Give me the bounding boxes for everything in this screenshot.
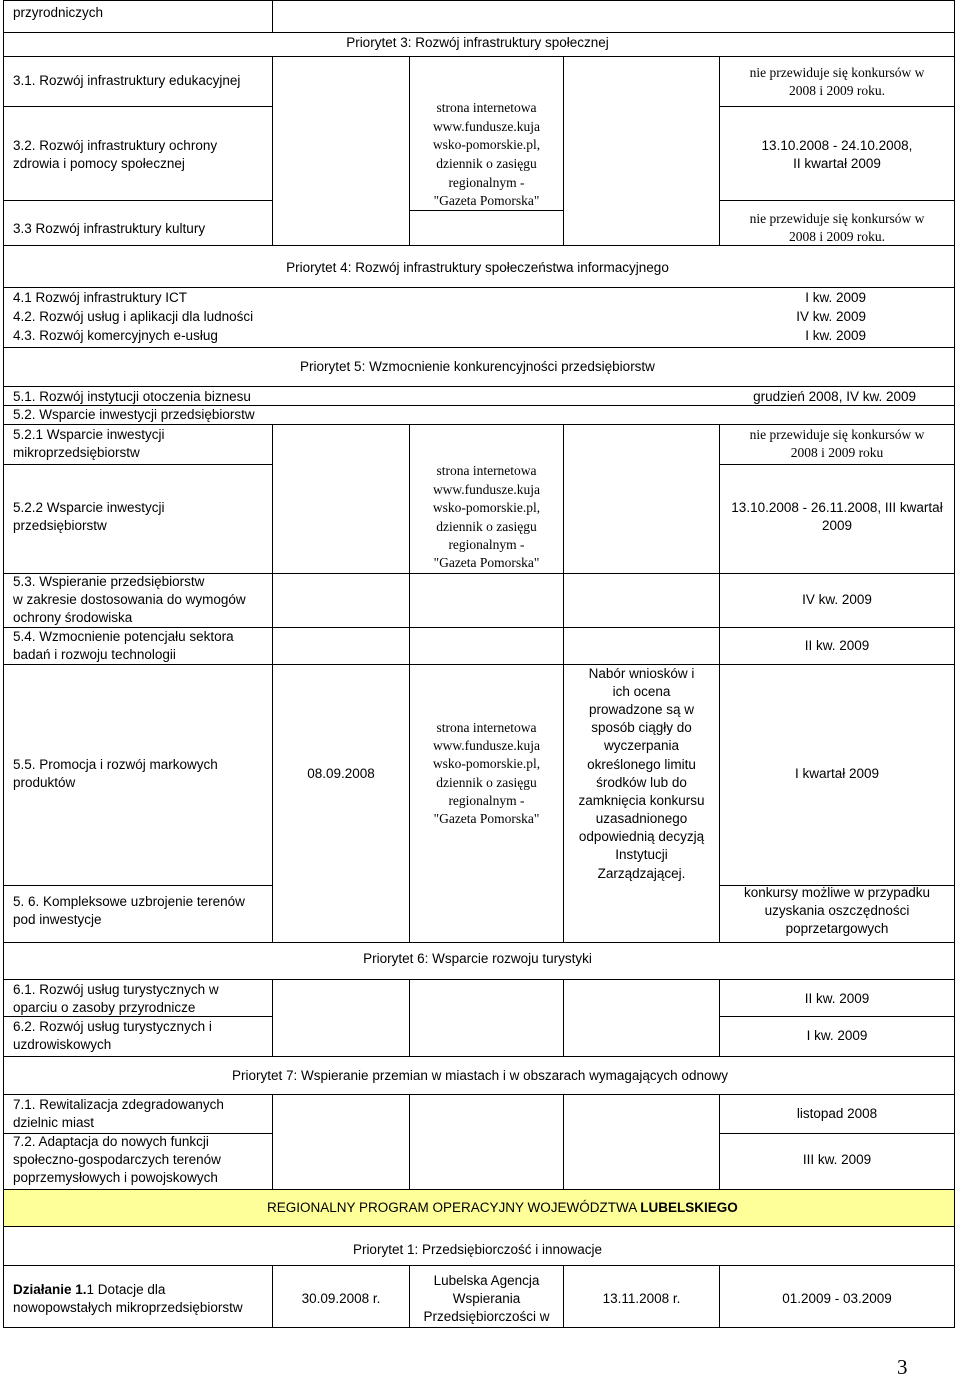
measure-5-2-1-line1: 5.2.1 Wsparcie inwestycji bbox=[13, 427, 165, 442]
publication-line: regionalnym - bbox=[448, 537, 525, 552]
schedule-3-2-line1: 13.10.2008 - 24.10.2008, bbox=[761, 138, 913, 153]
measure-5-5-line1: 5.5. Promocja i rozwój markowych bbox=[13, 757, 218, 772]
evaluation-note-line: wyczerpania bbox=[603, 738, 680, 753]
measure-5-2-2-line1: 5.2.2 Wsparcie inwestycji bbox=[13, 500, 165, 515]
measure-5-2: 5.2. Wsparcie inwestycji przedsiębiorstw bbox=[13, 407, 255, 422]
table-cell bbox=[409, 627, 564, 665]
announcement-date: 08.09.2008 bbox=[307, 766, 375, 781]
measure-5-1: 5.1. Rozwój instytucji otoczenia biznesu bbox=[13, 389, 251, 404]
table-cell bbox=[272, 664, 410, 943]
publication-line: regionalnym - bbox=[448, 793, 525, 808]
measure-3-2-line1: 3.2. Rozwój infrastruktury ochrony bbox=[13, 138, 218, 153]
evaluation-note-line: sposób ciągły do bbox=[591, 720, 692, 735]
action-1-1-line1 bbox=[13, 1281, 165, 1300]
publication-line: "Gazeta Pomorska" bbox=[433, 555, 540, 570]
publication-line: wsko-pomorskie.pl, bbox=[432, 500, 541, 515]
evaluation-date: 13.11.2008 r. bbox=[602, 1291, 681, 1306]
publication-line: www.fundusze.kuja bbox=[432, 482, 541, 497]
measure-4-2: 4.2. Rozwój usług i aplikacji dla ludności bbox=[13, 309, 254, 324]
measure-4-3: 4.3. Rozwój komercyjnych e-usług bbox=[13, 328, 218, 343]
priority-4-header: Priorytet 4: Rozwój infrastruktury społeczeństwa informacyjnego bbox=[286, 260, 669, 275]
table-cell bbox=[563, 56, 720, 246]
measure-6-1-line1: 6.1. Rozwój usług turystycznych w bbox=[13, 982, 219, 997]
publication-line: regionalnym - bbox=[448, 175, 525, 190]
publication-line: strona internetowa bbox=[436, 720, 537, 735]
schedule-5-3: IV kw. 2009 bbox=[802, 592, 872, 607]
table-cell bbox=[272, 0, 955, 33]
measure-6-1-line2: oparciu o zasoby przyrodnicze bbox=[13, 1000, 196, 1015]
evaluation-note-line: ich ocena bbox=[612, 684, 671, 699]
table-cell bbox=[409, 573, 564, 628]
table-cell bbox=[563, 1094, 720, 1190]
schedule-3-1-line1: nie przewiduje się konkursów w bbox=[749, 65, 925, 80]
measure-5-3-line1: 5.3. Wspieranie przedsiębiorstw bbox=[13, 574, 205, 589]
schedule-5-2-1-line2: 2008 i 2009 roku bbox=[790, 445, 884, 460]
table-cell bbox=[272, 627, 410, 665]
priority-7-header: Priorytet 7: Wspieranie przemian w miastach i w obszarach wymagających odnowy bbox=[232, 1068, 728, 1083]
measure-5-5-line2: produktów bbox=[13, 775, 76, 790]
continued-cell-text: przyrodniczych bbox=[13, 5, 104, 20]
schedule-3-1-line2: 2008 i 2009 roku. bbox=[789, 83, 885, 98]
measure-7-1-line2: dzielnic miast bbox=[13, 1115, 95, 1130]
measure-5-3-line2: w zakresie dostosowania do wymogów bbox=[13, 592, 246, 607]
table-cell bbox=[563, 424, 720, 574]
measure-6-2-line1: 6.2. Rozwój usług turystycznych i bbox=[13, 1019, 212, 1034]
priority-3-header: Priorytet 3: Rozwój infrastruktury społecznej bbox=[346, 35, 609, 50]
publication-line: "Gazeta Pomorska" bbox=[433, 193, 540, 208]
program-title bbox=[267, 1199, 738, 1218]
measure-3-2-line2: zdrowia i pomocy społecznej bbox=[13, 156, 185, 171]
measure-7-2-line3: poprzemysłowych i powojskowych bbox=[13, 1170, 218, 1185]
publication-line: www.fundusze.kuja bbox=[432, 119, 541, 134]
evaluation-note-line: zamknięcia konkursu bbox=[578, 793, 705, 808]
announcement-date: 30.09.2008 r. bbox=[301, 1291, 381, 1306]
evaluation-note-line: prowadzone są w bbox=[588, 702, 695, 717]
schedule-3-3-line2: 2008 i 2009 roku. bbox=[789, 229, 885, 244]
schedule-7-2: III kw. 2009 bbox=[802, 1152, 872, 1167]
table-cell bbox=[409, 210, 564, 246]
schedule-5-1: grudzień 2008, IV kw. 2009 bbox=[753, 389, 916, 404]
evaluation-note-line: środków lub do bbox=[596, 775, 687, 790]
measure-5-4-line1: 5.4. Wzmocnienie potencjału sektora bbox=[13, 629, 234, 644]
table-cell bbox=[272, 573, 410, 628]
measure-5-3-line3: ochrony środowiska bbox=[13, 610, 133, 625]
evaluation-note-line: Zarządzającej. bbox=[597, 866, 686, 881]
publication-line: "Gazeta Pomorska" bbox=[433, 811, 540, 826]
measure-5-4-line2: badań i rozwoju technologii bbox=[13, 647, 176, 662]
evaluation-note-line: Nabór wniosków i bbox=[588, 666, 695, 681]
action-1-1-line2: nowopowstałych mikroprzedsiębiorstw bbox=[13, 1300, 243, 1315]
program-title-region: LUBELSKIEGO bbox=[640, 1200, 738, 1215]
priority-6-header: Priorytet 6: Wsparcie rozwoju turystyki bbox=[363, 951, 592, 966]
schedule-3-3-line1: nie przewiduje się konkursów w bbox=[749, 211, 925, 226]
schedule-6-2: I kw. 2009 bbox=[806, 1028, 868, 1043]
institution-line1: Lubelska Agencja bbox=[433, 1273, 540, 1288]
publication-line: strona internetowa bbox=[436, 463, 537, 478]
schedule-5-2-2-line1: 13.10.2008 - 26.11.2008, III kwartał bbox=[731, 500, 943, 515]
measure-4-1: 4.1 Rozwój infrastruktury ICT bbox=[13, 290, 188, 305]
publication-line: dziennik o zasięgu bbox=[436, 156, 537, 171]
schedule-3-2-line2: II kwartał 2009 bbox=[793, 156, 881, 171]
publication-line: dziennik o zasięgu bbox=[436, 775, 537, 790]
schedule-5-6-line1: konkursy możliwe w przypadku bbox=[743, 885, 931, 900]
publication-line: wsko-pomorskie.pl, bbox=[432, 756, 541, 771]
table-cell bbox=[409, 979, 564, 1057]
schedule-4-1: I kw. 2009 bbox=[805, 290, 866, 305]
measure-5-6-line2: pod inwestycje bbox=[13, 912, 102, 927]
schedule-5-2-2-line2: 2009 bbox=[821, 518, 853, 533]
institution-line3: Przedsiębiorczości w bbox=[423, 1309, 550, 1324]
schedule-7-1: listopad 2008 bbox=[796, 1106, 878, 1121]
schedule-5-2-1-line1: nie przewiduje się konkursów w bbox=[749, 427, 925, 442]
priority-5-header: Priorytet 5: Wzmocnienie konkurencyjności przedsiębiorstw bbox=[300, 359, 655, 374]
measure-5-2-1-line2: mikroprzedsiębiorstw bbox=[13, 445, 140, 460]
measure-3-1: 3.1. Rozwój infrastruktury edukacyjnej bbox=[13, 73, 241, 88]
table-cell bbox=[563, 979, 720, 1057]
table-cell bbox=[272, 424, 410, 574]
schedule-4-3: I kw. 2009 bbox=[805, 328, 866, 343]
measure-7-2-line2: społeczno-gospodarczych terenów bbox=[13, 1152, 221, 1167]
schedule-5-5: I kwartał 2009 bbox=[794, 766, 880, 781]
page-number: 3 bbox=[897, 1355, 908, 1379]
publication-line: wsko-pomorskie.pl, bbox=[432, 137, 541, 152]
publication-line: strona internetowa bbox=[436, 100, 537, 115]
schedule-1-1: 01.2009 - 03.2009 bbox=[782, 1291, 892, 1306]
program-title-prefix: REGIONALNY PROGRAM OPERACYJNY WOJEWÓDZTWA bbox=[267, 1200, 641, 1215]
evaluation-note-line: określonego limitu bbox=[587, 757, 696, 772]
measure-3-3: 3.3 Rozwój infrastruktury kultury bbox=[13, 221, 206, 236]
evaluation-note-line: uzasadnionego bbox=[595, 811, 688, 826]
measure-7-1-line1: 7.1. Rewitalizacja zdegradowanych bbox=[13, 1097, 224, 1112]
measure-7-2-line1: 7.2. Adaptacja do nowych funkcji bbox=[13, 1134, 209, 1149]
schedule-6-1: II kw. 2009 bbox=[804, 991, 870, 1006]
action-title: 1 Dotacje dla bbox=[86, 1282, 166, 1297]
table-cell bbox=[272, 1094, 410, 1190]
schedule-5-6-line2: uzyskania oszczędności bbox=[764, 903, 910, 918]
table-cell bbox=[272, 979, 410, 1057]
institution-line2: Wspierania bbox=[452, 1291, 521, 1306]
publication-line: www.fundusze.kuja bbox=[432, 738, 541, 753]
measure-5-2-2-line2: przedsiębiorstw bbox=[13, 518, 107, 533]
table-cell bbox=[409, 1094, 564, 1190]
priority-1-header: Priorytet 1: Przedsiębiorczość i innowacje bbox=[352, 1242, 603, 1257]
schedule-4-2: IV kw. 2009 bbox=[796, 309, 866, 324]
evaluation-note-line: odpowiednią decyzją bbox=[578, 829, 705, 844]
table-cell bbox=[563, 573, 720, 628]
evaluation-note-line: Instytucji bbox=[615, 847, 668, 862]
table-cell bbox=[563, 627, 720, 665]
measure-5-6-line1: 5. 6. Kompleksowe uzbrojenie terenów bbox=[13, 894, 245, 909]
schedule-5-6-line3: poprzetargowych bbox=[785, 921, 889, 936]
action-label: Działanie 1. bbox=[13, 1282, 87, 1297]
schedule-5-4: II kw. 2009 bbox=[804, 638, 870, 653]
table-cell bbox=[272, 56, 410, 246]
measure-6-2-line2: uzdrowiskowych bbox=[13, 1037, 112, 1052]
publication-line: dziennik o zasięgu bbox=[436, 519, 537, 534]
